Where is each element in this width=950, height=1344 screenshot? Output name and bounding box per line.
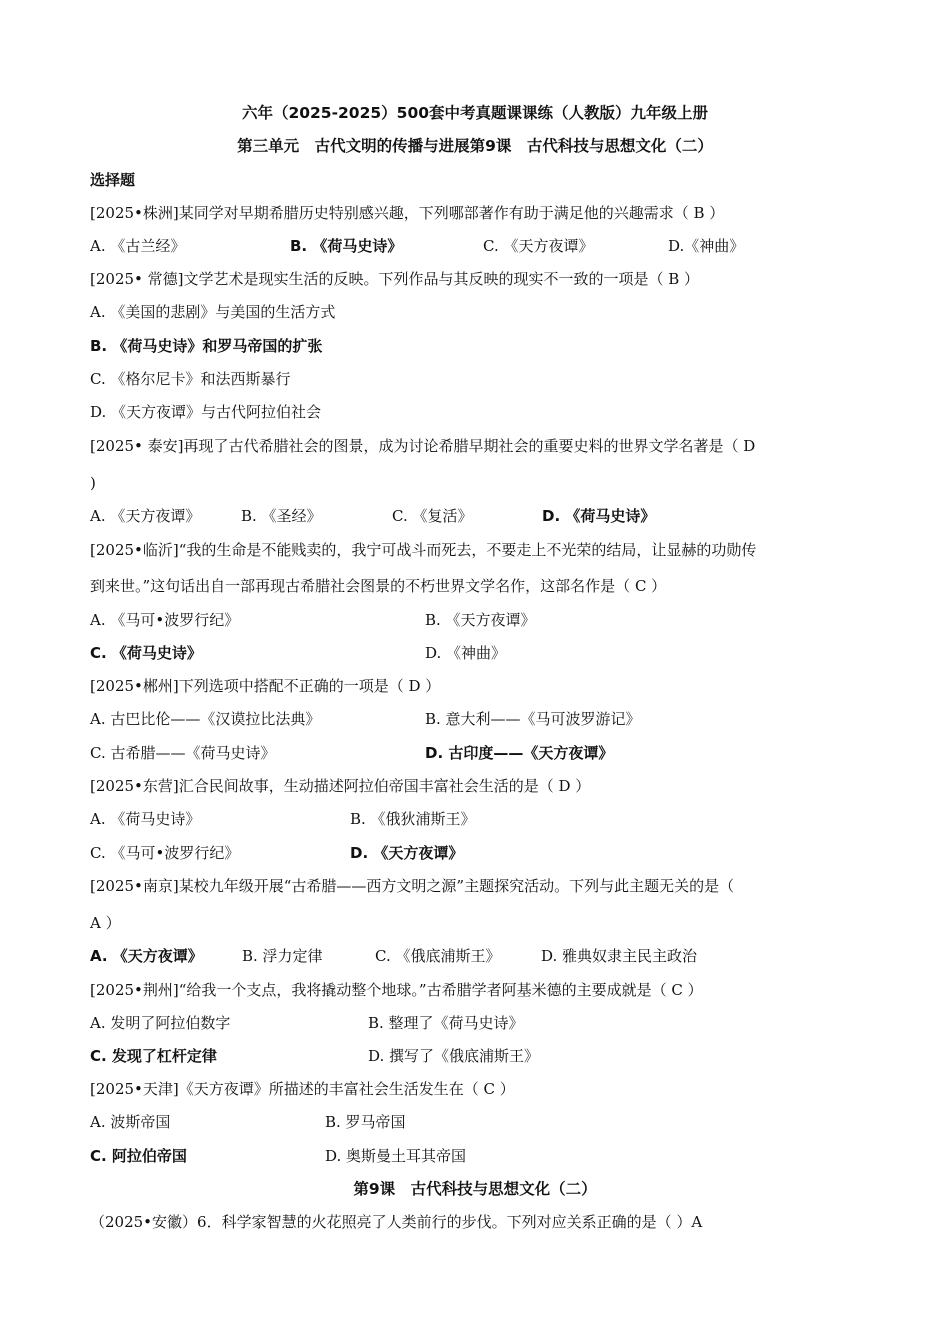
question-3-stem-end: ) bbox=[90, 474, 96, 492]
question-2-stem: [2025• 常德]文学艺术是现实生活的反映。下列作品与其反映的现实不一致的一项是（ B ） bbox=[90, 270, 700, 288]
question-9-option-d: D. 奥斯曼土耳其帝国 bbox=[325, 1147, 467, 1165]
question-2-option-c: C. 《格尔尼卡》和法西斯暴行 bbox=[90, 370, 291, 388]
question-3-stem: [2025• 泰安]再现了古代希腊社会的图景，成为讨论希腊早期社会的重要史料的世界文学名著是（ D bbox=[90, 437, 756, 455]
question-7-stem-end: A ） bbox=[90, 914, 121, 932]
question-1-option-d: D.《神曲》 bbox=[668, 237, 745, 255]
question-7-option-b: B. 浮力定律 bbox=[242, 947, 323, 965]
question-6-option-a: A. 《荷马史诗》 bbox=[90, 810, 201, 828]
question-6-option-b: B. 《俄狄浦斯王》 bbox=[350, 810, 476, 828]
question-9-stem: [2025•天津]《天方夜谭》所描述的丰富社会生活发生在（ C ） bbox=[90, 1080, 515, 1098]
question-5-option-c: C. 古希腊——《荷马史诗》 bbox=[90, 744, 276, 762]
document-title: 六年（2025-2025）500套中考真题课课练（人教版）九年级上册 bbox=[241, 104, 709, 122]
question-8-option-a: A. 发明了阿拉伯数字 bbox=[90, 1014, 231, 1032]
question-3-option-a: A. 《天方夜谭》 bbox=[90, 507, 201, 525]
question-2-option-b: B. 《荷马史诗》和罗马帝国的扩张 bbox=[90, 337, 323, 355]
question-2-option-d: D. 《天方夜谭》与古代阿拉伯社会 bbox=[90, 403, 322, 421]
question-9-option-c: C. 阿拉伯帝国 bbox=[90, 1147, 187, 1165]
question-10-stem: （2025•安徽）6．科学家智慧的火花照亮了人类前行的步伐。下列对应关系正确的是（ ）A bbox=[90, 1213, 703, 1231]
question-7-option-d: D. 雅典奴隶主民主政治 bbox=[541, 947, 698, 965]
lesson-heading: 第9课 古代科技与思想文化（二） bbox=[353, 1180, 597, 1198]
question-1-option-b: B. 《荷马史诗》 bbox=[290, 237, 403, 255]
question-7-option-a: A. 《天方夜谭》 bbox=[90, 947, 203, 965]
question-8-option-c: C. 发现了杠杆定律 bbox=[90, 1047, 217, 1065]
question-6-stem: [2025•东营]汇合民间故事，生动描述阿拉伯帝国丰富社会生活的是（ D ） bbox=[90, 777, 591, 795]
question-1-option-a: A. 《古兰经》 bbox=[90, 237, 186, 255]
unit-title: 第三单元 古代文明的传播与进展第9课 古代科技与思想文化（二） bbox=[237, 137, 713, 155]
question-6-option-d: D. 《天方夜谭》 bbox=[350, 844, 464, 862]
question-4-stem-line-2: 到来世。”这句话出自一部再现古希腊社会图景的不朽世界文学名作，这部名作是（ C ） bbox=[90, 577, 667, 595]
question-9-option-a: A. 波斯帝国 bbox=[90, 1113, 171, 1131]
question-3-option-d: D. 《荷马史诗》 bbox=[542, 507, 656, 525]
question-8-stem: [2025•荆州]“给我一个支点，我将撬动整个地球。”古希腊学者阿基米德的主要成就是（ C ） bbox=[90, 981, 703, 999]
question-4-option-c: C. 《荷马史诗》 bbox=[90, 644, 202, 662]
question-8-option-d: D. 撰写了《俄底浦斯王》 bbox=[368, 1047, 540, 1065]
question-6-option-c: C. 《马可•波罗行纪》 bbox=[90, 844, 240, 862]
question-4-stem-line-1: [2025•临沂]“我的生命是不能贱卖的，我宁可战斗而死去，不要走上不光荣的结局，让显赫的功勋传 bbox=[90, 541, 757, 559]
section-heading: 选择题 bbox=[90, 171, 136, 189]
question-2-option-a: A. 《美国的悲剧》与美国的生活方式 bbox=[90, 303, 336, 321]
question-9-option-b: B. 罗马帝国 bbox=[325, 1113, 406, 1131]
question-4-option-b: B. 《天方夜谭》 bbox=[425, 611, 536, 629]
question-3-option-c: C. 《复活》 bbox=[392, 507, 473, 525]
question-1-option-c: C. 《天方夜谭》 bbox=[483, 237, 594, 255]
question-5-option-d: D. 古印度——《天方夜谭》 bbox=[425, 744, 614, 762]
question-5-option-a: A. 古巴比伦——《汉谟拉比法典》 bbox=[90, 710, 321, 728]
question-5-option-b: B. 意大利——《马可波罗游记》 bbox=[425, 710, 641, 728]
question-1-stem: [2025•株洲]某同学对早期希腊历史特别感兴趣，下列哪部著作有助于满足他的兴趣需求（ B ） bbox=[90, 204, 725, 222]
question-7-option-c: C. 《俄底浦斯王》 bbox=[375, 947, 501, 965]
question-5-stem: [2025•郴州]下列选项中搭配不正确的一项是（ D ） bbox=[90, 677, 441, 695]
question-4-option-a: A. 《马可•波罗行纪》 bbox=[90, 611, 240, 629]
question-7-stem: [2025•南京]某校九年级开展“古希腊——西方文明之源”主题探究活动。下列与此主题无关的是（ bbox=[90, 877, 735, 895]
question-4-option-d: D. 《神曲》 bbox=[425, 644, 507, 662]
question-3-option-b: B. 《圣经》 bbox=[241, 507, 322, 525]
question-8-option-b: B. 整理了《荷马史诗》 bbox=[368, 1014, 524, 1032]
